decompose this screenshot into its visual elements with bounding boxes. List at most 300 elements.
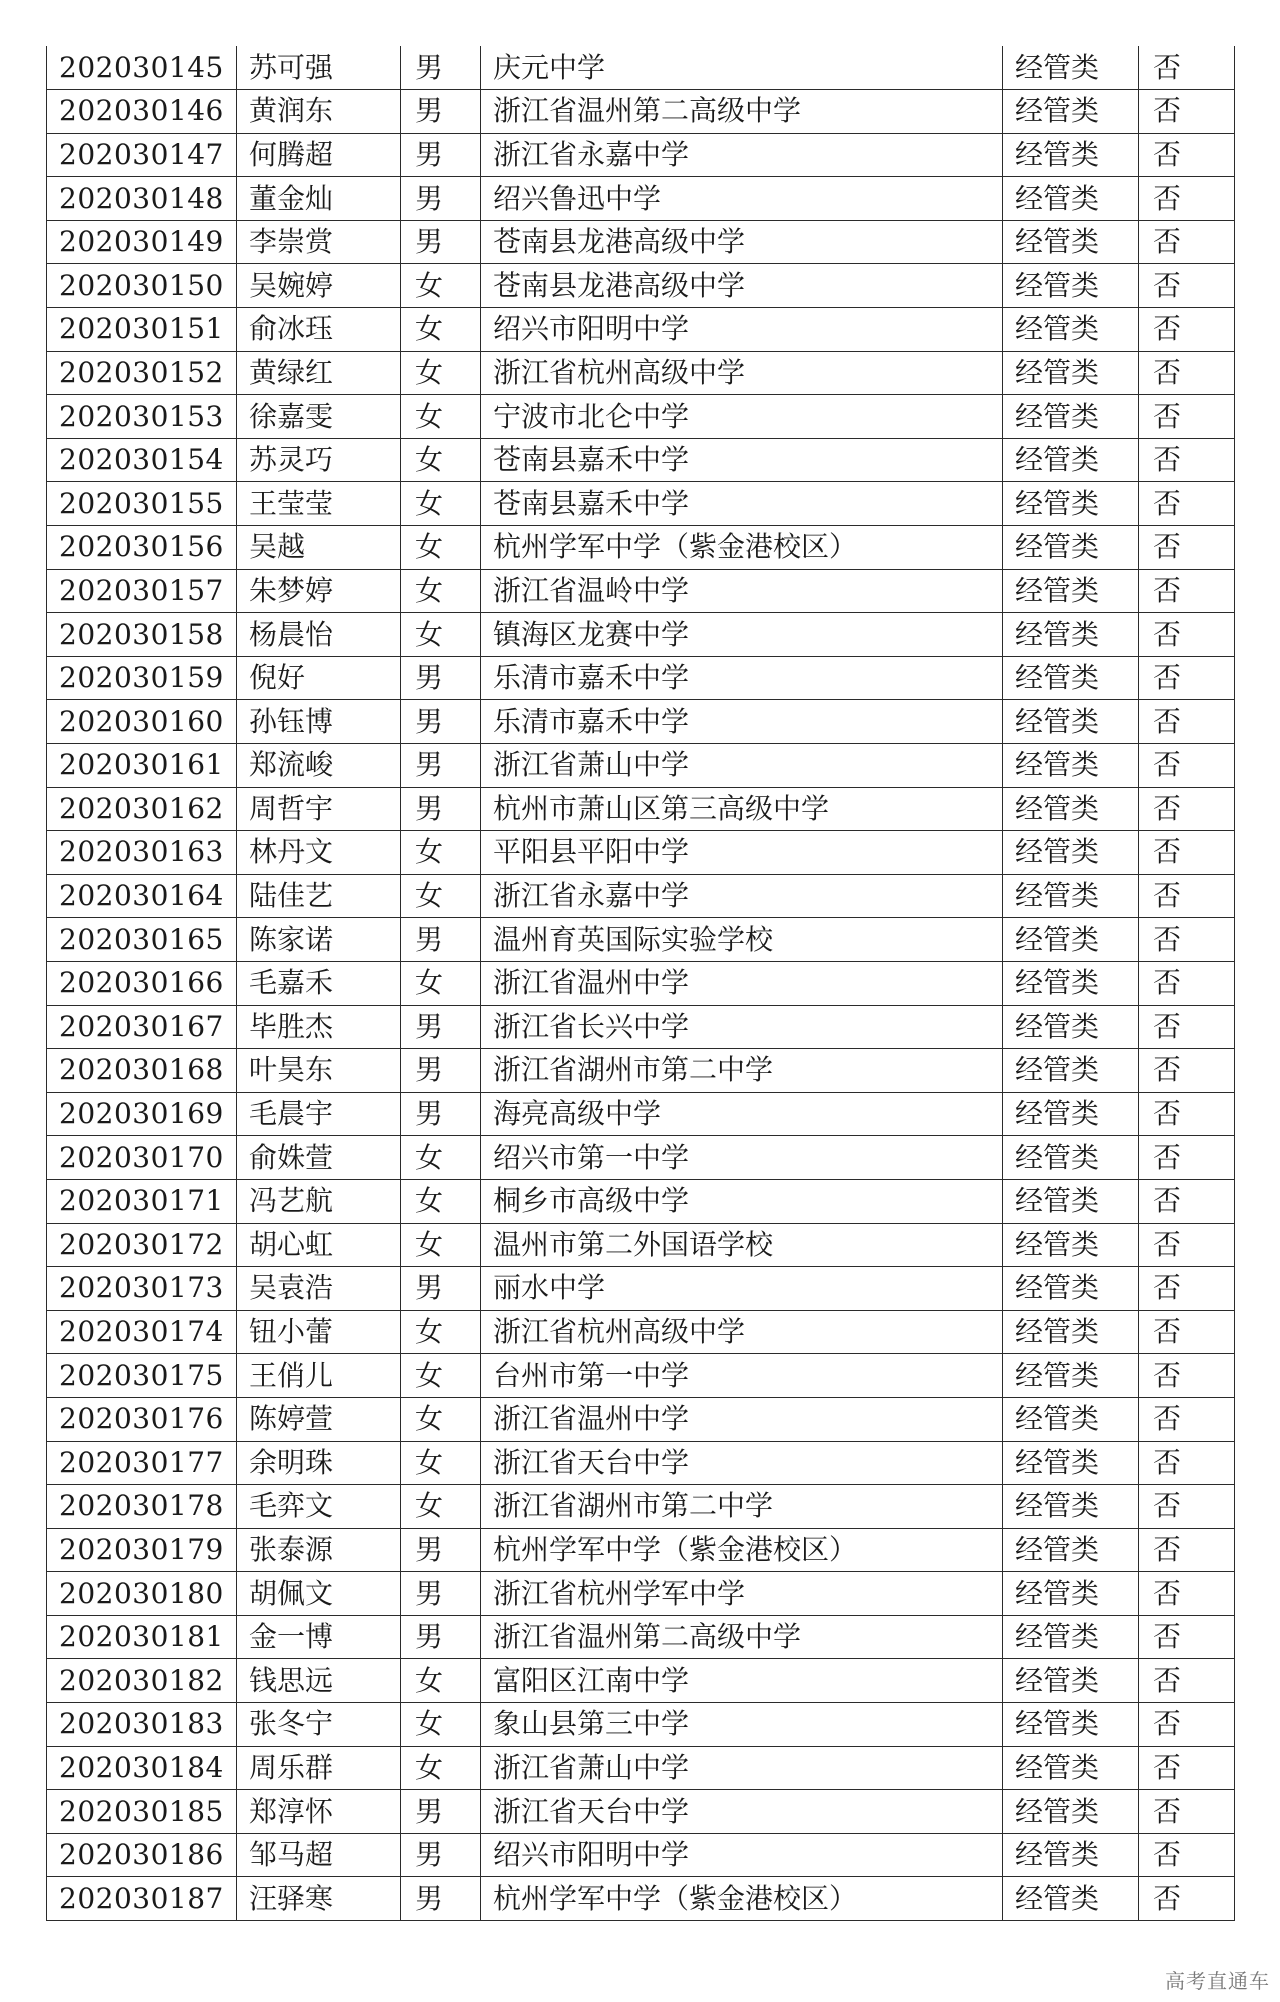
- flag-cell: 否: [1139, 351, 1235, 395]
- student-id-cell: 202030152: [47, 351, 237, 395]
- flag-cell: 否: [1139, 1441, 1235, 1485]
- gender-cell: 男: [401, 1267, 481, 1311]
- student-id-cell: 202030181: [47, 1615, 237, 1659]
- gender-cell: 女: [401, 1310, 481, 1354]
- admission-list-table: [46, 46, 1235, 1921]
- school-cell: 浙江省湖州市第二中学: [481, 1049, 1003, 1093]
- student-id-cell: 202030172: [47, 1223, 237, 1267]
- flag-cell: 否: [1139, 46, 1235, 90]
- gender-cell: 男: [401, 1528, 481, 1572]
- gender-cell: 女: [401, 395, 481, 439]
- school-cell: 苍南县龙港高级中学: [481, 220, 1003, 264]
- flag-cell: 否: [1139, 1092, 1235, 1136]
- category-cell: 经管类: [1003, 177, 1139, 221]
- gender-cell: 男: [401, 918, 481, 962]
- student-name-cell: 董金灿: [237, 177, 401, 221]
- school-cell: 杭州市萧山区第三高级中学: [481, 787, 1003, 831]
- student-name-cell: 周哲宇: [237, 787, 401, 831]
- category-cell: 经管类: [1003, 1572, 1139, 1616]
- student-name-cell: 苏灵巧: [237, 438, 401, 482]
- school-cell: 苍南县嘉禾中学: [481, 438, 1003, 482]
- student-id-cell: 202030151: [47, 308, 237, 352]
- student-id-cell: 202030171: [47, 1179, 237, 1223]
- school-cell: 乐清市嘉禾中学: [481, 656, 1003, 700]
- school-cell: 绍兴市阳明中学: [481, 308, 1003, 352]
- table-body: [47, 46, 1235, 1921]
- category-cell: 经管类: [1003, 1223, 1139, 1267]
- category-cell: 经管类: [1003, 874, 1139, 918]
- flag-cell: 否: [1139, 220, 1235, 264]
- student-name-cell: 周乐群: [237, 1746, 401, 1790]
- student-id-cell: 202030174: [47, 1310, 237, 1354]
- category-cell: 经管类: [1003, 1397, 1139, 1441]
- table-row: [47, 1441, 1235, 1485]
- flag-cell: 否: [1139, 918, 1235, 962]
- flag-cell: 否: [1139, 569, 1235, 613]
- student-name-cell: 朱梦婷: [237, 569, 401, 613]
- table-row: [47, 1136, 1235, 1180]
- table-row: [47, 1485, 1235, 1529]
- table-row: [47, 46, 1235, 90]
- flag-cell: 否: [1139, 961, 1235, 1005]
- school-cell: 绍兴市阳明中学: [481, 1833, 1003, 1877]
- flag-cell: 否: [1139, 1223, 1235, 1267]
- school-cell: 浙江省长兴中学: [481, 1005, 1003, 1049]
- table-row: [47, 526, 1235, 570]
- student-name-cell: 吴婉婷: [237, 264, 401, 308]
- category-cell: 经管类: [1003, 656, 1139, 700]
- flag-cell: 否: [1139, 1397, 1235, 1441]
- category-cell: 经管类: [1003, 961, 1139, 1005]
- gender-cell: 女: [401, 1223, 481, 1267]
- student-name-cell: 林丹文: [237, 831, 401, 875]
- school-cell: 浙江省杭州高级中学: [481, 351, 1003, 395]
- category-cell: 经管类: [1003, 1136, 1139, 1180]
- table-row: [47, 1833, 1235, 1877]
- table-row: [47, 831, 1235, 875]
- flag-cell: 否: [1139, 744, 1235, 788]
- flag-cell: 否: [1139, 1179, 1235, 1223]
- category-cell: 经管类: [1003, 787, 1139, 831]
- student-id-cell: 202030158: [47, 613, 237, 657]
- category-cell: 经管类: [1003, 1310, 1139, 1354]
- category-cell: 经管类: [1003, 918, 1139, 962]
- category-cell: 经管类: [1003, 1441, 1139, 1485]
- table-row: [47, 1572, 1235, 1616]
- flag-cell: 否: [1139, 1572, 1235, 1616]
- student-id-cell: 202030164: [47, 874, 237, 918]
- school-cell: 杭州学军中学（紫金港校区）: [481, 1528, 1003, 1572]
- school-cell: 浙江省温州第二高级中学: [481, 90, 1003, 134]
- flag-cell: 否: [1139, 438, 1235, 482]
- student-name-cell: 毛嘉禾: [237, 961, 401, 1005]
- flag-cell: 否: [1139, 308, 1235, 352]
- school-cell: 浙江省温州中学: [481, 961, 1003, 1005]
- student-id-cell: 202030165: [47, 918, 237, 962]
- student-id-cell: 202030159: [47, 656, 237, 700]
- student-id-cell: 202030168: [47, 1049, 237, 1093]
- gender-cell: 男: [401, 787, 481, 831]
- school-cell: 苍南县龙港高级中学: [481, 264, 1003, 308]
- gender-cell: 男: [401, 1877, 481, 1921]
- student-id-cell: 202030176: [47, 1397, 237, 1441]
- student-name-cell: 黄绿红: [237, 351, 401, 395]
- category-cell: 经管类: [1003, 351, 1139, 395]
- school-cell: 浙江省天台中学: [481, 1441, 1003, 1485]
- student-name-cell: 俞姝萱: [237, 1136, 401, 1180]
- student-id-cell: 202030183: [47, 1703, 237, 1747]
- school-cell: 桐乡市高级中学: [481, 1179, 1003, 1223]
- gender-cell: 男: [401, 656, 481, 700]
- flag-cell: 否: [1139, 1615, 1235, 1659]
- gender-cell: 男: [401, 177, 481, 221]
- student-name-cell: 郑淳怀: [237, 1790, 401, 1834]
- table-row: [47, 1397, 1235, 1441]
- gender-cell: 女: [401, 351, 481, 395]
- flag-cell: 否: [1139, 395, 1235, 439]
- category-cell: 经管类: [1003, 1833, 1139, 1877]
- table-row: [47, 569, 1235, 613]
- school-cell: 浙江省萧山中学: [481, 1746, 1003, 1790]
- student-id-cell: 202030153: [47, 395, 237, 439]
- gender-cell: 男: [401, 744, 481, 788]
- student-id-cell: 202030182: [47, 1659, 237, 1703]
- student-id-cell: 202030178: [47, 1485, 237, 1529]
- table-row: [47, 961, 1235, 1005]
- school-cell: 浙江省温岭中学: [481, 569, 1003, 613]
- table-row: [47, 1528, 1235, 1572]
- table-row: [47, 613, 1235, 657]
- flag-cell: 否: [1139, 1049, 1235, 1093]
- category-cell: 经管类: [1003, 1528, 1139, 1572]
- category-cell: 经管类: [1003, 90, 1139, 134]
- table-row: [47, 1179, 1235, 1223]
- gender-cell: 女: [401, 438, 481, 482]
- flag-cell: 否: [1139, 133, 1235, 177]
- table-row: [47, 1223, 1235, 1267]
- school-cell: 浙江省杭州高级中学: [481, 1310, 1003, 1354]
- category-cell: 经管类: [1003, 133, 1139, 177]
- student-id-cell: 202030150: [47, 264, 237, 308]
- category-cell: 经管类: [1003, 438, 1139, 482]
- category-cell: 经管类: [1003, 1659, 1139, 1703]
- student-name-cell: 何腾超: [237, 133, 401, 177]
- flag-cell: 否: [1139, 1136, 1235, 1180]
- gender-cell: 女: [401, 1659, 481, 1703]
- student-id-cell: 202030148: [47, 177, 237, 221]
- school-cell: 浙江省杭州学军中学: [481, 1572, 1003, 1616]
- table-row: [47, 220, 1235, 264]
- school-cell: 丽水中学: [481, 1267, 1003, 1311]
- table-row: [47, 918, 1235, 962]
- student-name-cell: 钮小蕾: [237, 1310, 401, 1354]
- gender-cell: 男: [401, 1615, 481, 1659]
- gender-cell: 男: [401, 133, 481, 177]
- school-cell: 浙江省永嘉中学: [481, 133, 1003, 177]
- category-cell: 经管类: [1003, 569, 1139, 613]
- gender-cell: 女: [401, 1746, 481, 1790]
- flag-cell: 否: [1139, 90, 1235, 134]
- watermark-text: 高考直通车: [1165, 1969, 1270, 1993]
- gender-cell: 男: [401, 1049, 481, 1093]
- table-row: [47, 1790, 1235, 1834]
- flag-cell: 否: [1139, 1005, 1235, 1049]
- student-name-cell: 徐嘉雯: [237, 395, 401, 439]
- student-name-cell: 金一博: [237, 1615, 401, 1659]
- student-id-cell: 202030162: [47, 787, 237, 831]
- table-row: [47, 482, 1235, 526]
- student-id-cell: 202030170: [47, 1136, 237, 1180]
- gender-cell: 男: [401, 90, 481, 134]
- table-row: [47, 656, 1235, 700]
- student-name-cell: 李崇赏: [237, 220, 401, 264]
- gender-cell: 女: [401, 569, 481, 613]
- table-row: [47, 744, 1235, 788]
- category-cell: 经管类: [1003, 526, 1139, 570]
- school-cell: 浙江省温州第二高级中学: [481, 1615, 1003, 1659]
- category-cell: 经管类: [1003, 1703, 1139, 1747]
- student-name-cell: 王俏儿: [237, 1354, 401, 1398]
- student-name-cell: 黄润东: [237, 90, 401, 134]
- student-id-cell: 202030155: [47, 482, 237, 526]
- table-row: [47, 700, 1235, 744]
- table-row: [47, 133, 1235, 177]
- student-id-cell: 202030177: [47, 1441, 237, 1485]
- student-id-cell: 202030187: [47, 1877, 237, 1921]
- student-id-cell: 202030146: [47, 90, 237, 134]
- category-cell: 经管类: [1003, 1354, 1139, 1398]
- school-cell: 海亮高级中学: [481, 1092, 1003, 1136]
- gender-cell: 女: [401, 874, 481, 918]
- flag-cell: 否: [1139, 1267, 1235, 1311]
- gender-cell: 男: [401, 1572, 481, 1616]
- student-name-cell: 汪驿寒: [237, 1877, 401, 1921]
- student-name-cell: 陈家诺: [237, 918, 401, 962]
- flag-cell: 否: [1139, 526, 1235, 570]
- student-id-cell: 202030163: [47, 831, 237, 875]
- student-id-cell: 202030169: [47, 1092, 237, 1136]
- student-name-cell: 余明珠: [237, 1441, 401, 1485]
- category-cell: 经管类: [1003, 1790, 1139, 1834]
- student-id-cell: 202030184: [47, 1746, 237, 1790]
- category-cell: 经管类: [1003, 264, 1139, 308]
- category-cell: 经管类: [1003, 613, 1139, 657]
- flag-cell: 否: [1139, 1354, 1235, 1398]
- flag-cell: 否: [1139, 1485, 1235, 1529]
- table-row: [47, 1267, 1235, 1311]
- school-cell: 苍南县嘉禾中学: [481, 482, 1003, 526]
- category-cell: 经管类: [1003, 1877, 1139, 1921]
- gender-cell: 女: [401, 1485, 481, 1529]
- category-cell: 经管类: [1003, 831, 1139, 875]
- flag-cell: 否: [1139, 1877, 1235, 1921]
- flag-cell: 否: [1139, 177, 1235, 221]
- gender-cell: 女: [401, 526, 481, 570]
- student-id-cell: 202030161: [47, 744, 237, 788]
- school-cell: 温州育英国际实验学校: [481, 918, 1003, 962]
- student-name-cell: 钱思远: [237, 1659, 401, 1703]
- student-id-cell: 202030147: [47, 133, 237, 177]
- school-cell: 象山县第三中学: [481, 1703, 1003, 1747]
- student-id-cell: 202030186: [47, 1833, 237, 1877]
- student-name-cell: 吴越: [237, 526, 401, 570]
- gender-cell: 女: [401, 1397, 481, 1441]
- category-cell: 经管类: [1003, 1092, 1139, 1136]
- flag-cell: 否: [1139, 1833, 1235, 1877]
- category-cell: 经管类: [1003, 744, 1139, 788]
- gender-cell: 女: [401, 482, 481, 526]
- student-name-cell: 倪好: [237, 656, 401, 700]
- table-row: [47, 308, 1235, 352]
- category-cell: 经管类: [1003, 1746, 1139, 1790]
- student-name-cell: 孙钰博: [237, 700, 401, 744]
- student-name-cell: 毛弈文: [237, 1485, 401, 1529]
- category-cell: 经管类: [1003, 395, 1139, 439]
- table-row: [47, 264, 1235, 308]
- gender-cell: 女: [401, 1703, 481, 1747]
- gender-cell: 女: [401, 1354, 481, 1398]
- student-id-cell: 202030180: [47, 1572, 237, 1616]
- category-cell: 经管类: [1003, 1615, 1139, 1659]
- student-name-cell: 毕胜杰: [237, 1005, 401, 1049]
- flag-cell: 否: [1139, 700, 1235, 744]
- flag-cell: 否: [1139, 1310, 1235, 1354]
- category-cell: 经管类: [1003, 1005, 1139, 1049]
- student-name-cell: 陈婷萱: [237, 1397, 401, 1441]
- school-cell: 绍兴市第一中学: [481, 1136, 1003, 1180]
- school-cell: 浙江省湖州市第二中学: [481, 1485, 1003, 1529]
- category-cell: 经管类: [1003, 46, 1139, 90]
- flag-cell: 否: [1139, 874, 1235, 918]
- student-id-cell: 202030166: [47, 961, 237, 1005]
- gender-cell: 男: [401, 700, 481, 744]
- school-cell: 杭州学军中学（紫金港校区）: [481, 1877, 1003, 1921]
- table-row: [47, 1049, 1235, 1093]
- school-cell: 庆元中学: [481, 46, 1003, 90]
- category-cell: 经管类: [1003, 1179, 1139, 1223]
- table-row: [47, 1703, 1235, 1747]
- flag-cell: 否: [1139, 482, 1235, 526]
- school-cell: 浙江省永嘉中学: [481, 874, 1003, 918]
- school-cell: 乐清市嘉禾中学: [481, 700, 1003, 744]
- school-cell: 杭州学军中学（紫金港校区）: [481, 526, 1003, 570]
- category-cell: 经管类: [1003, 220, 1139, 264]
- gender-cell: 男: [401, 1833, 481, 1877]
- school-cell: 富阳区江南中学: [481, 1659, 1003, 1703]
- category-cell: 经管类: [1003, 1049, 1139, 1093]
- gender-cell: 男: [401, 220, 481, 264]
- school-cell: 绍兴鲁迅中学: [481, 177, 1003, 221]
- category-cell: 经管类: [1003, 1267, 1139, 1311]
- student-name-cell: 叶昊东: [237, 1049, 401, 1093]
- table-row: [47, 395, 1235, 439]
- flag-cell: 否: [1139, 613, 1235, 657]
- student-name-cell: 张冬宁: [237, 1703, 401, 1747]
- student-name-cell: 郑流峻: [237, 744, 401, 788]
- table-row: [47, 1746, 1235, 1790]
- student-id-cell: 202030179: [47, 1528, 237, 1572]
- gender-cell: 女: [401, 1441, 481, 1485]
- table-row: [47, 1615, 1235, 1659]
- table-row: [47, 1005, 1235, 1049]
- flag-cell: 否: [1139, 656, 1235, 700]
- student-id-cell: 202030160: [47, 700, 237, 744]
- school-cell: 浙江省温州中学: [481, 1397, 1003, 1441]
- student-id-cell: 202030175: [47, 1354, 237, 1398]
- flag-cell: 否: [1139, 264, 1235, 308]
- gender-cell: 女: [401, 831, 481, 875]
- table-row: [47, 90, 1235, 134]
- gender-cell: 女: [401, 1136, 481, 1180]
- table-row: [47, 874, 1235, 918]
- student-name-cell: 王莹莹: [237, 482, 401, 526]
- flag-cell: 否: [1139, 787, 1235, 831]
- student-name-cell: 陆佳艺: [237, 874, 401, 918]
- student-id-cell: 202030167: [47, 1005, 237, 1049]
- school-cell: 温州市第二外国语学校: [481, 1223, 1003, 1267]
- table-row: [47, 1092, 1235, 1136]
- flag-cell: 否: [1139, 1746, 1235, 1790]
- student-id-cell: 202030145: [47, 46, 237, 90]
- gender-cell: 男: [401, 46, 481, 90]
- school-cell: 浙江省天台中学: [481, 1790, 1003, 1834]
- flag-cell: 否: [1139, 1790, 1235, 1834]
- table-row: [47, 787, 1235, 831]
- gender-cell: 女: [401, 961, 481, 1005]
- student-name-cell: 吴袁浩: [237, 1267, 401, 1311]
- school-cell: 浙江省萧山中学: [481, 744, 1003, 788]
- table-row: [47, 438, 1235, 482]
- category-cell: 经管类: [1003, 482, 1139, 526]
- category-cell: 经管类: [1003, 308, 1139, 352]
- gender-cell: 女: [401, 264, 481, 308]
- gender-cell: 女: [401, 1179, 481, 1223]
- school-cell: 镇海区龙赛中学: [481, 613, 1003, 657]
- table-row: [47, 1354, 1235, 1398]
- gender-cell: 女: [401, 613, 481, 657]
- table-row: [47, 1310, 1235, 1354]
- table-row: [47, 177, 1235, 221]
- student-name-cell: 冯艺航: [237, 1179, 401, 1223]
- student-name-cell: 苏可强: [237, 46, 401, 90]
- school-cell: 平阳县平阳中学: [481, 831, 1003, 875]
- student-id-cell: 202030149: [47, 220, 237, 264]
- flag-cell: 否: [1139, 1528, 1235, 1572]
- table-row: [47, 1659, 1235, 1703]
- category-cell: 经管类: [1003, 1485, 1139, 1529]
- gender-cell: 男: [401, 1005, 481, 1049]
- flag-cell: 否: [1139, 831, 1235, 875]
- school-cell: 台州市第一中学: [481, 1354, 1003, 1398]
- category-cell: 经管类: [1003, 700, 1139, 744]
- student-name-cell: 毛晨宇: [237, 1092, 401, 1136]
- student-name-cell: 胡心虹: [237, 1223, 401, 1267]
- gender-cell: 男: [401, 1790, 481, 1834]
- school-cell: 宁波市北仑中学: [481, 395, 1003, 439]
- student-name-cell: 胡佩文: [237, 1572, 401, 1616]
- student-id-cell: 202030157: [47, 569, 237, 613]
- student-id-cell: 202030154: [47, 438, 237, 482]
- student-name-cell: 俞冰珏: [237, 308, 401, 352]
- table-row: [47, 351, 1235, 395]
- student-id-cell: 202030156: [47, 526, 237, 570]
- student-name-cell: 张泰源: [237, 1528, 401, 1572]
- student-id-cell: 202030185: [47, 1790, 237, 1834]
- student-name-cell: 邹马超: [237, 1833, 401, 1877]
- flag-cell: 否: [1139, 1703, 1235, 1747]
- student-name-cell: 杨晨怡: [237, 613, 401, 657]
- table-row: [47, 1877, 1235, 1921]
